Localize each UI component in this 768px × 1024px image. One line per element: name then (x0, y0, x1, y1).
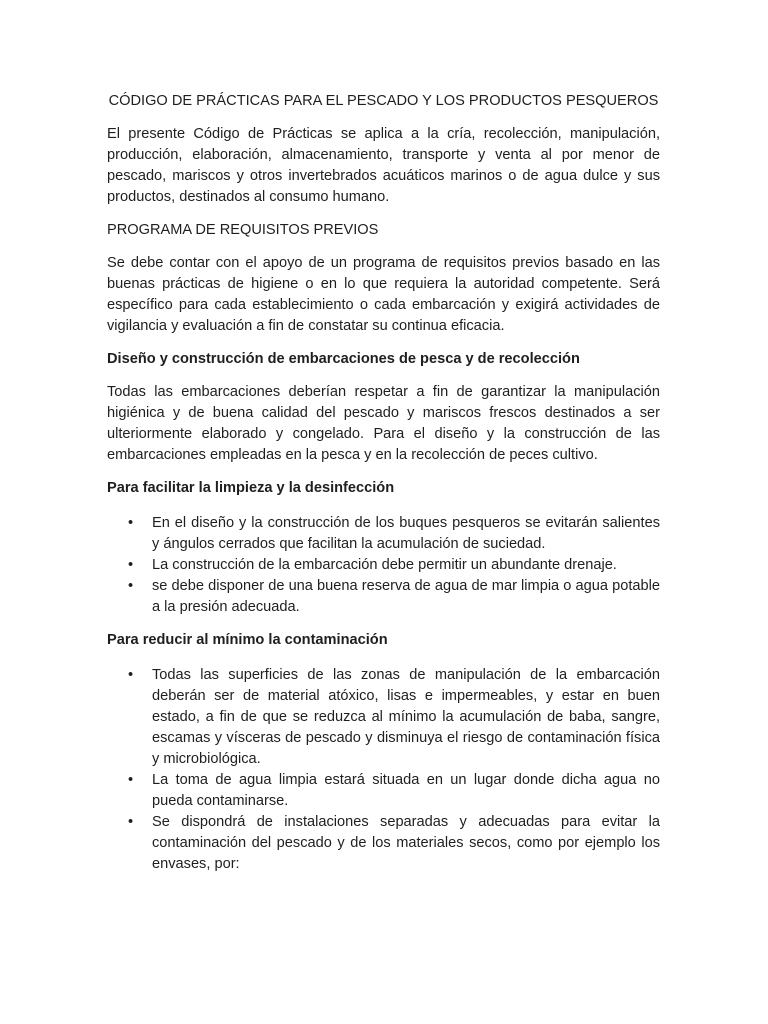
list-item (107, 770, 660, 812)
list-item-text: Todas las superficies de las zonas de manipulación de la embarcación deberán ser de material atóxico, lisas e impermeables, y estar en buen estado, a fin de que se reduzca al mínimo la acumulación de baba, sangre, escamas y vísceras de pescado y disminuya el riesgo de contaminación física y microbiológica. (152, 667, 660, 767)
intro-paragraph: El presente Código de Prácticas se aplica a la cría, recolección, manipulación, producción, elaboración, almacenamiento, transporte y venta al por menor de pescado, mariscos y otros invertebrados acuáticos marinos o de agua dulce y sus productos, destinados al consumo humano. (107, 126, 660, 205)
limpieza-list (107, 513, 660, 618)
list-item-text: En el diseño y la construcción de los buques pesqueros se evitarán salientes y ángulos cerrados que facilitan la acumulación de suciedad. (152, 515, 660, 552)
list-item (107, 665, 660, 770)
section-heading-requisitos: PROGRAMA DE REQUISITOS PREVIOS (107, 222, 379, 238)
diseno-paragraph: Todas las embarcaciones deberían respetar a fin de garantizar la manipulación higiénica y de buena calidad del pescado y mariscos frescos destinados a ser ulteriormente elaborado y congelado. Para el diseño y la construcción de las embarcaciones empleadas en la pesca y en la recolección de peces cultivo. (107, 384, 660, 463)
bullet-icon: • (128, 515, 134, 531)
list-item-text: La construcción de la embarcación debe permitir un abundante drenaje. (152, 557, 617, 573)
list-item-text: Se dispondrá de instalaciones separadas y adecuadas para evitar la contaminación del pescado y de los materiales secos, como por ejemplo los envases, por: (152, 814, 660, 872)
subheading-limpieza: Para facilitar la limpieza y la desinfección (107, 480, 395, 496)
bullet-icon: • (128, 814, 134, 830)
list-item-text: se debe disponer de una buena reserva de agua de mar limpia o agua potable a la presión adecuada. (152, 578, 660, 615)
subheading-contaminacion: Para reducir al mínimo la contaminación (107, 632, 388, 648)
document-title: CÓDIGO DE PRÁCTICAS PARA EL PESCADO Y LOS PRODUCTOS PESQUEROS (108, 93, 659, 109)
requisitos-paragraph: Se debe contar con el apoyo de un programa de requisitos previos basado en las buenas prácticas de higiene o en lo que requiera la autoridad competente. Será específico para cada establecimiento o cada embarcación y exigirá actividades de vigilancia y evaluación a fin de constatar su continua eficacia. (107, 255, 660, 334)
bullet-icon: • (128, 667, 134, 683)
list-item (107, 513, 660, 555)
section-heading-diseno: Diseño y construcción de embarcaciones de pesca y de recolección (107, 351, 580, 367)
list-item (107, 576, 660, 618)
list-item (107, 812, 660, 875)
bullet-icon: • (128, 557, 134, 573)
bullet-icon: • (128, 578, 134, 594)
document-page (107, 91, 660, 887)
list-item-text: La toma de agua limpia estará situada en un lugar donde dicha agua no pueda contaminarse. (152, 772, 660, 809)
contaminacion-list (107, 665, 660, 875)
bullet-icon: • (128, 772, 134, 788)
list-item (107, 555, 660, 576)
